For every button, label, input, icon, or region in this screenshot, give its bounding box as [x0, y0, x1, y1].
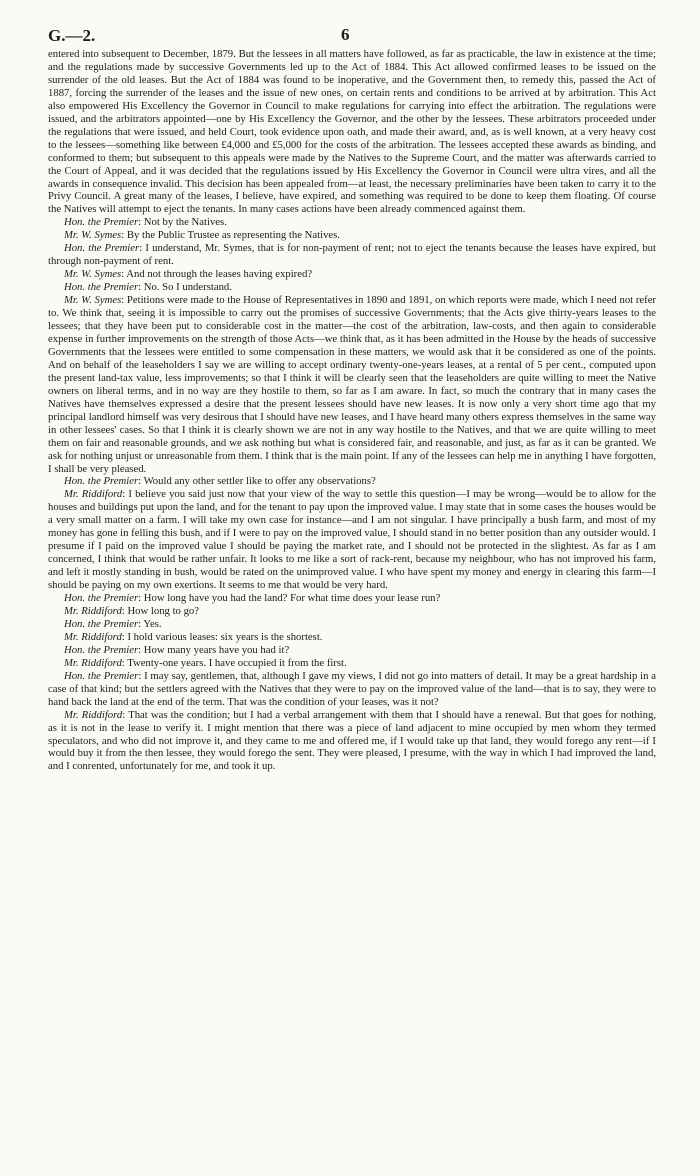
dialogue-line: Mr. Riddiford: I hold various leases: six years is the shortest.: [64, 630, 323, 643]
dialogue-line: Mr. Riddiford: How long to go?: [64, 604, 199, 617]
dialogue-line: Hon. the Premier: How long have you had the land? For what time does your lease run?: [64, 592, 441, 605]
speaker-name: Hon. the Premier: [64, 592, 139, 605]
speech-text: Petitions were made to the House of Representatives in 1890 and 1891, on which reports were made, which I need not refer to. We think that, seeing it is impossible to carry out the promises of successive Governments; that the Acts give thirty-years leases to the lessees; that they have been put to considerable cost in the matter—the cost of the arbitration, law-costs, and then again to considerable expense in further improvements on the strength of those Acts—we think that, as it has been admitted in the House by the heads of successive Governments that the lessees were entitled to some compensation in these matters, we would ask that it be considered as one of the points. And on behalf of the leaseholders I say we are willing to accept ordinary twenty-one-years leases, at a rental of 5 per cent., computed upon the present land-tax value, less improvements; so that I think it will be clearly seen that the leaseholders are quite willing to meet the Native owners on liberal terms, and in no way are they hostile to them, so far as I am aware. In fact, so much the contrary that in many cases the Natives have themselves expressed a desire that the present lessees should have new leases. It is now only a very short time ago that my principal landlord himself was very desirous that I should have new leases, and I have heard many others express themselves in the same way in other lessees' cases. So that I think it is clearly shown we are not in any way hostile to the Natives, and that we are quite willing to meet them on fair and reasonable grounds, and we ask nothing but what is considered fair, and reasonable, and just, as far as it can be granted. We ask for nothing unjust or unreasonable from them. I think that is the main point. If any of the lessees can help me in anything I have forgotten, I shall be very pleased.: [48, 294, 656, 475]
dialogue-line: Mr. Riddiford: Twenty-one years. I have occupied it from the first.: [64, 656, 347, 669]
speech-text: How long have you had the land? For what time does your lease run?: [143, 592, 441, 605]
dialogue-line: Hon. the Premier: Would any other settler like to offer any observations?: [64, 475, 376, 488]
speaker-name: Mr. W. Symes: [64, 229, 122, 242]
document-reference: G.—2.: [48, 26, 96, 45]
speaker-name: Mr. Riddiford: [64, 656, 122, 669]
dialogue-line: Hon. the Premier: How many years have you had it?: [64, 643, 290, 656]
paragraph-text: entered into subsequent to December, 1879. But the lessees in all matters have followed, as far as practicable, the law in existence at the time; and the regulations made by successive Governments led up to the Act of 1884. This Act allowed confirmed leases to be issued on the surrender of the old leases. But the Act of 1884 was found to be inoperative, and the Government then, to remedy this, passed the Act of 1887, forcing the surrender of the leases and the issue of new ones, on certain rents and conditions to be arrived at by arbitration. This Act also empowered His Excellency the Governor in Council to make regulations for carrying into effect the arbitration. The regulations were issued, and the arbitrators appointed—one by His Excellency the Governor, and the other by the lessees. These arbitrators proceeded under the regulations that were issued, and held Court, took evidence upon oath, and made their award, and, as is well known, at a very heavy cost to the lessees—something like between £4,000 and £5,000 for the costs of the arbitration. The lessees accepted these awards as binding, and conformed to them; but subsequent to this appeals were made by the Natives to the Supreme Court, and the matter was afterwards carried to the Court of Appeal, and it was decided that the regulations issued by His Excellency the Governor in Council were ultra vires, and all the awards in consequence invalid. This decision has been appealed from—at least, the necessary preliminaries have been taken to carry it to the Privy Council. A great many of the leases, I believe, have expired, and something was required to be done to keep them floating. Of course the Natives will attempt to eject the tenants. In many cases actions have been already commenced against them.: [48, 48, 656, 216]
speaker-name: Mr. Riddiford: [64, 604, 122, 617]
speaker-name: Hon. the Premier: [64, 242, 140, 255]
speaker-name: Hon. the Premier: [64, 669, 139, 682]
speech-text: By the Public Trustee as representing the Natives.: [126, 229, 340, 242]
speech-text: I hold various leases: six years is the shortest.: [127, 630, 323, 643]
speaker-name: Mr. W. Symes: [64, 268, 122, 281]
speech-text: That was the condition; but I had a verbal arrangement with them that I should have a renewal. But that goes for nothing, as it is not in the lease to verify it. I might mention that there was a piece of land adjacent to mine occupied by men whom they termed speculators, and who did not improve it, and they came to me and offered me, if I would take up that land, they would forego any rent—if I would buy it from the then lessee, they would forego the sent. They were pleased, I presume, with the way in which I had improved the land, and I conrented, unfortunately for me, and took it up.: [48, 708, 657, 773]
speech-text: How many years have you had it?: [143, 643, 290, 656]
speaker-name: Mr. Riddiford: [64, 708, 123, 721]
speech-text: I understand, Mr. Symes, that is for non-payment of rent; not to eject the tenants because the leases have expired, but through non-payment of rent.: [48, 242, 656, 268]
dialogue-line: Mr. W. Symes: By the Public Trustee as representing the Natives.: [64, 229, 340, 242]
speaker-name: Mr. Riddiford: [64, 630, 122, 643]
dialogue-line: Mr. W. Symes: And not through the leases having expired?: [64, 268, 313, 281]
speech-text: How long to go?: [127, 604, 199, 617]
dialogue-line: Hon. the Premier: Not by the Natives.: [64, 216, 227, 229]
dialogue-line: Hon. the Premier: Yes.: [64, 617, 162, 630]
dialogue-line: Mr. Riddiford: I believe you said just now that your view of the way to settle this question—I may be wrong—would be to allow for the houses and buildings put upon the land, and for the tenant to pay upon the improved value. I may state that in some cases the houses would be a very small matter on a farm. I will take my own case for instance—and I am not singular. I have principally a bush farm, and most of my money has gone in felling this bush, and if I were to pay on the improved value, I should stand in no better position than any outsider would. I presume if I paid on the improved value I should be paying the market rate, and I should not be protected in the slightest. As far as I am concerned, I think that would be rather unfair. It looks to me like a sort of rack-rent, because my neighbour, who has not improved his farm, and left it mostly standing in bush, would be rated on the unimproved value. I who have spent my money and energy in clearing this farm—I should be paying on my own exertions. It seems to me that would be very hard.: [48, 488, 656, 592]
speaker-name: Mr. Riddiford: [64, 488, 123, 501]
speech-text: Yes.: [143, 617, 162, 630]
dialogue-line: Mr. Riddiford: That was the condition; but I had a verbal arrangement with them that I should have a renewal. But that goes for nothing, as it is not in the lease to verify it. I might mention that there was a piece of land adjacent to mine occupied by men whom they termed speculators, and who did not improve it, and they came to me and offered me, if I would take up that land, they would forego any rent—if I would buy it from the then lessee, they would forego the sent. They were pleased, I presume, with the way in which I had improved the land, and I conrented, unfortunately for me, and took it up.: [48, 708, 657, 773]
speech-text: No. So I understand.: [143, 281, 232, 294]
dialogue-line: Mr. W. Symes: Petitions were made to the House of Representatives in 1890 and 1891, on which reports were made, which I need not refer to. We think that, seeing it is impossible to carry out the promises of successive Governments; that the Acts give thirty-years leases to the lessees; that they have been put to considerable cost in the matter—the cost of the arbitration, law-costs, and then again to considerable expense in further improvements on the strength of those Acts—we think that, as it has been admitted in the House by the heads of successive Governments that the lessees were entitled to some compensation in these matters, we would ask that it be considered as one of the points. And on behalf of the leaseholders I say we are willing to accept ordinary twenty-one-years leases, at a rental of 5 per cent., computed upon the present land-tax value, less improvements; so that I think it will be clearly seen that the leaseholders are quite willing to meet the Native owners on liberal terms, and in no way are they hostile to them, so far as I am aware. In fact, so much the contrary that in many cases the Natives have themselves expressed a desire that the present lessees should have new leases. It is now only a very short time ago that my principal landlord himself was very desirous that I should have new leases, and I have heard many others express themselves in the same way in other lessees' cases. So that I think it is clearly shown we are not in any way hostile to the Natives, and that we are quite willing to meet them on fair and reasonable grounds, and we ask nothing but what is considered fair, and reasonable, and just, as far as it can be granted. We ask for nothing unjust or unreasonable from them. I think that is the main point. If any of the lessees can help me in anything I have forgotten, I shall be very pleased.: [48, 294, 656, 475]
speaker-name: Hon. the Premier: [64, 475, 139, 488]
speaker-name: Hon. the Premier: [64, 216, 139, 229]
paragraph: [48, 48, 656, 216]
speech-text: Would any other settler like to offer any observations?: [143, 475, 376, 488]
speech-text: Twenty-one years. I have occupied it from the first.: [127, 656, 347, 669]
speaker-name: Hon. the Premier: [64, 281, 139, 294]
speaker-name: Hon. the Premier: [64, 617, 139, 630]
page-number: 6: [341, 25, 350, 44]
speech-text: Not by the Natives.: [143, 216, 227, 229]
document-body: [48, 48, 656, 773]
speech-text: And not through the leases having expired?: [126, 268, 313, 281]
speaker-name: Hon. the Premier: [64, 643, 139, 656]
speech-text: I may say, gentlemen, that, although I gave my views, I did not go into matters of detail. It may be a great hardship in a case of that kind; but the settlers agreed with the Natives that they were to pay on the improved value of the land—that is to say, they were to hand back the land at the end of the term. That was the condition of your leases, was it not?: [48, 669, 656, 708]
dialogue-line: Hon. the Premier: No. So I understand.: [64, 281, 232, 294]
speech-text: I believe you said just now that your view of the way to settle this question—I may be wrong—would be to allow for the houses and buildings put upon the land, and for the tenant to pay upon the improved value. I may state that in some cases the houses would be a very small matter on a farm. I will take my own case for instance—and I am not singular. I have principally a bush farm, and most of my money has gone in felling this bush, and if I were to pay on the improved value, I should stand in no better position than any outsider would. I presume if I paid on the improved value I should be paying the market rate, and I should not be protected in the slightest. As far as I am concerned, I think that would be rather unfair. It looks to me like a sort of rack-rent, because my neighbour, who has not improved his farm, and left it mostly standing in bush, would be rated on the unimproved value. I who have spent my money and energy in clearing this farm—I should be paying on my own exertions. It seems to me that would be very hard.: [48, 488, 656, 592]
speaker-name: Mr. W. Symes: [64, 294, 122, 307]
dialogue-line: Hon. the Premier: I may say, gentlemen, that, although I gave my views, I did not go into matters of detail. It may be a great hardship in a case of that kind; but the settlers agreed with the Natives that they were to pay on the improved value of the land—that is to say, they were to hand back the land at the end of the term. That was the condition of your leases, was it not?: [48, 669, 656, 708]
dialogue-line: Hon. the Premier: I understand, Mr. Symes, that is for non-payment of rent; not to eject the tenants because the leases have expired, but through non-payment of rent.: [48, 242, 656, 268]
